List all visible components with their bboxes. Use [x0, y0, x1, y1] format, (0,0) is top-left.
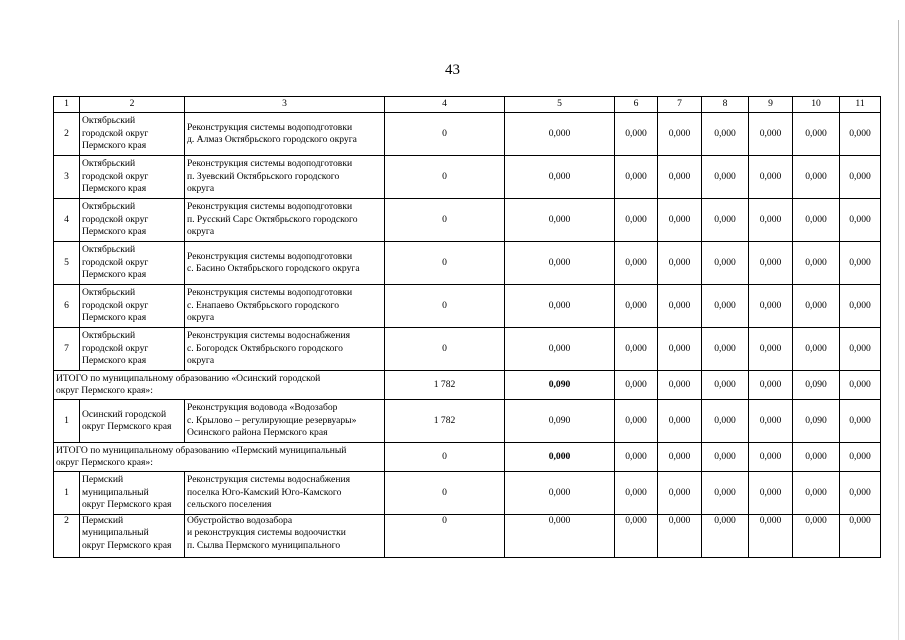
- value-cell-col-4: 0: [385, 242, 505, 285]
- owner-line: муниципальный: [82, 527, 149, 539]
- owner-line: Осинский городской: [82, 408, 167, 420]
- project-line: Реконструкция системы водоподготовки: [187, 158, 353, 170]
- column-header-2: 2: [80, 97, 185, 113]
- project-cell: [185, 472, 385, 515]
- total-row: [54, 371, 881, 400]
- value-cell-col-8: 0,000: [702, 515, 749, 558]
- value-cell-col-7: 0,000: [658, 400, 702, 443]
- owner-line: городской округ: [82, 256, 149, 268]
- owner-line: Октябрьский: [82, 158, 136, 170]
- value-cell-col-10: 0,000: [793, 113, 840, 156]
- owner-line: Октябрьский: [82, 201, 136, 213]
- value-cell-col-7: 0,000: [658, 156, 702, 199]
- owner-line: Пермский: [82, 474, 124, 486]
- project-line: округа: [187, 226, 215, 238]
- row-number: 2: [54, 113, 80, 156]
- value-cell-col-7: 0,000: [658, 515, 702, 558]
- project-line: округа: [187, 355, 215, 367]
- value-cell-col-4: 0: [385, 285, 505, 328]
- total-label-line: ИТОГО по муниципальному образованию «Осинский городской: [56, 372, 321, 384]
- value-cell-col-4: 0: [385, 328, 505, 371]
- total-label: [54, 443, 385, 472]
- table-body: [54, 97, 881, 558]
- project-line: Реконструкция системы водоснабжения: [187, 330, 350, 342]
- project-cell: [185, 242, 385, 285]
- row-number: 7: [54, 328, 80, 371]
- value-cell-col-6: 0,000: [615, 515, 658, 558]
- table-row: [54, 113, 881, 156]
- owner-cell: [80, 156, 185, 199]
- value-cell-col-6: 0,000: [615, 328, 658, 371]
- project-line: Реконструкция системы водоподготовки: [187, 201, 353, 213]
- value-cell-col-7: 0,000: [658, 285, 702, 328]
- owner-cell: [80, 515, 185, 558]
- project-line: округа: [187, 183, 215, 195]
- table-row: [54, 156, 881, 199]
- value-cell-col-5: 0,000: [505, 199, 615, 242]
- header-row: [54, 97, 881, 113]
- value-cell-col-8: 0,000: [702, 400, 749, 443]
- value-cell-col-11: 0,000: [840, 113, 881, 156]
- owner-line: Пермского края: [82, 355, 147, 367]
- total-label-line: округ Пермского края»:: [56, 385, 153, 396]
- project-line: Реконструкция системы водоподготовки: [187, 121, 353, 133]
- project-line: д. Алмаз Октябрьского городского округа: [187, 134, 357, 145]
- value-cell-col-6: 0,000: [615, 472, 658, 515]
- total-value-col-9: 0,000: [749, 371, 793, 400]
- project-cell: [185, 113, 385, 156]
- owner-line: округ Пермского края: [82, 499, 172, 511]
- value-cell-col-8: 0,000: [702, 113, 749, 156]
- owner-line: городской округ: [82, 213, 149, 225]
- row-number: 3: [54, 156, 80, 199]
- column-header-7: 7: [658, 97, 702, 113]
- value-cell-col-5: 0,000: [505, 285, 615, 328]
- project-line: п. Русский Сарс Октябрьского городского: [187, 213, 358, 225]
- project-line: с. Енапаево Октябрьского городского: [187, 299, 340, 311]
- value-cell-col-5: 0,090: [505, 400, 615, 443]
- value-cell-col-6: 0,000: [615, 199, 658, 242]
- value-cell-col-7: 0,000: [658, 472, 702, 515]
- project-line: п. Зуевский Октябрьского городского: [187, 170, 340, 182]
- owner-line: Пермского края: [82, 269, 147, 281]
- value-cell-col-11: 0,000: [840, 328, 881, 371]
- value-cell-col-11: 0,000: [840, 242, 881, 285]
- project-cell: [185, 515, 385, 558]
- owner-line: Октябрьский: [82, 330, 136, 342]
- value-cell-col-9: 0,000: [749, 113, 793, 156]
- value-cell-col-11: 0,000: [840, 199, 881, 242]
- value-cell-col-11: 0,000: [840, 156, 881, 199]
- value-cell-col-7: 0,000: [658, 199, 702, 242]
- column-header-11: 11: [840, 97, 881, 113]
- owner-line: городской округ: [82, 127, 149, 139]
- value-cell-col-9: 0,000: [749, 156, 793, 199]
- row-number: 5: [54, 242, 80, 285]
- column-header-9: 9: [749, 97, 793, 113]
- value-cell-col-9: 0,000: [749, 285, 793, 328]
- value-cell-col-10: 0,000: [793, 328, 840, 371]
- value-cell-col-7: 0,000: [658, 328, 702, 371]
- total-label-line: ИТОГО по муниципальному образованию «Пермский муниципальный: [56, 444, 347, 456]
- column-header-4: 4: [385, 97, 505, 113]
- value-cell-col-4: 0: [385, 199, 505, 242]
- value-cell-col-9: 0,000: [749, 515, 793, 558]
- owner-line: городской округ: [82, 342, 149, 354]
- owner-cell: [80, 242, 185, 285]
- value-cell-col-6: 0,000: [615, 400, 658, 443]
- value-cell-col-7: 0,000: [658, 113, 702, 156]
- project-line: поселка Юго-Камский Юго-Камского: [187, 486, 342, 498]
- table-row: [54, 199, 881, 242]
- owner-line: городской округ: [82, 299, 149, 311]
- value-cell-col-11: 0,000: [840, 285, 881, 328]
- value-cell-col-5: 0,000: [505, 242, 615, 285]
- project-line: сельского поселения: [187, 499, 272, 511]
- owner-cell: [80, 472, 185, 515]
- total-value-col-7: 0,000: [658, 443, 702, 472]
- value-cell-col-9: 0,000: [749, 472, 793, 515]
- total-row: [54, 443, 881, 472]
- total-value-col-9: 0,000: [749, 443, 793, 472]
- project-cell: [185, 328, 385, 371]
- value-cell-col-4: 1 782: [385, 400, 505, 443]
- value-cell-col-10: 0,000: [793, 472, 840, 515]
- owner-cell: [80, 199, 185, 242]
- table-row: [54, 400, 881, 443]
- table-row: [54, 328, 881, 371]
- project-cell: [185, 285, 385, 328]
- table-row: [54, 515, 881, 558]
- total-value-col-4: 0: [385, 443, 505, 472]
- project-cell: [185, 156, 385, 199]
- value-cell-col-4: 0: [385, 156, 505, 199]
- scan-edge: [898, 20, 899, 640]
- total-value-col-4: 1 782: [385, 371, 505, 400]
- value-cell-col-5: 0,000: [505, 113, 615, 156]
- total-label-line: округ Пермского края»:: [56, 457, 153, 468]
- value-cell-col-9: 0,000: [749, 328, 793, 371]
- column-header-6: 6: [615, 97, 658, 113]
- table-row: [54, 285, 881, 328]
- table-row: [54, 472, 881, 515]
- value-cell-col-6: 0,000: [615, 156, 658, 199]
- total-value-col-11: 0,000: [840, 443, 881, 472]
- project-line: Реконструкция системы водоподготовки: [187, 250, 353, 262]
- owner-line: округ Пермского края: [82, 421, 172, 432]
- row-number: 1: [54, 400, 80, 443]
- owner-line: Пермского края: [82, 226, 147, 238]
- project-line: Реконструкция системы водоподготовки: [187, 287, 353, 299]
- total-value-col-10: 0,000: [793, 443, 840, 472]
- project-cell: [185, 199, 385, 242]
- row-number: 2: [54, 515, 80, 558]
- value-cell-col-11: 0,000: [840, 472, 881, 515]
- value-cell-col-8: 0,000: [702, 199, 749, 242]
- value-cell-col-9: 0,000: [749, 242, 793, 285]
- project-line: и реконструкция системы водоочистки: [187, 527, 346, 539]
- value-cell-col-5: 0,000: [505, 156, 615, 199]
- value-cell-col-5: 0,000: [505, 515, 615, 558]
- total-value-col-6: 0,000: [615, 443, 658, 472]
- project-line: с. Басино Октябрьского городского округа: [187, 263, 360, 274]
- column-header-5: 5: [505, 97, 615, 113]
- value-cell-col-11: 0,000: [840, 400, 881, 443]
- total-value-col-8: 0,000: [702, 443, 749, 472]
- value-cell-col-7: 0,000: [658, 242, 702, 285]
- row-number: 1: [54, 472, 80, 515]
- total-value-col-10: 0,090: [793, 371, 840, 400]
- owner-line: Октябрьский: [82, 244, 136, 256]
- value-cell-col-6: 0,000: [615, 285, 658, 328]
- value-cell-col-9: 0,000: [749, 199, 793, 242]
- total-value-col-8: 0,000: [702, 371, 749, 400]
- total-value-col-11: 0,000: [840, 371, 881, 400]
- value-cell-col-8: 0,000: [702, 242, 749, 285]
- value-cell-col-9: 0,000: [749, 400, 793, 443]
- project-line: округа: [187, 312, 215, 324]
- value-cell-col-8: 0,000: [702, 156, 749, 199]
- table-row: [54, 242, 881, 285]
- column-header-3: 3: [185, 97, 385, 113]
- owner-line: Октябрьский: [82, 115, 136, 127]
- data-table: [53, 96, 881, 558]
- row-number: 6: [54, 285, 80, 328]
- project-line: Обустройство водозабора: [187, 515, 293, 526]
- column-header-1: 1: [54, 97, 80, 113]
- owner-cell: [80, 113, 185, 156]
- value-cell-col-8: 0,000: [702, 285, 749, 328]
- column-header-8: 8: [702, 97, 749, 113]
- value-cell-col-5: 0,000: [505, 472, 615, 515]
- total-value-col-5: 0,090: [505, 371, 615, 400]
- project-line: с. Богородск Октябрьского городского: [187, 342, 343, 354]
- value-cell-col-5: 0,000: [505, 328, 615, 371]
- column-header-10: 10: [793, 97, 840, 113]
- value-cell-col-10: 0,090: [793, 400, 840, 443]
- owner-line: Пермский: [82, 515, 124, 526]
- project-line: Реконструкция системы водоснабжения: [187, 474, 350, 486]
- value-cell-col-4: 0: [385, 515, 505, 558]
- value-cell-col-11: 0,000: [840, 515, 881, 558]
- project-line: с. Крылово – регулирующие резервуары»: [187, 414, 357, 426]
- value-cell-col-10: 0,000: [793, 285, 840, 328]
- value-cell-col-10: 0,000: [793, 199, 840, 242]
- page-number: 43: [445, 62, 460, 78]
- value-cell-col-8: 0,000: [702, 328, 749, 371]
- total-value-col-6: 0,000: [615, 371, 658, 400]
- project-line: Осинского района Пермского края: [187, 427, 328, 439]
- owner-cell: [80, 285, 185, 328]
- value-cell-col-10: 0,000: [793, 515, 840, 558]
- total-label: [54, 371, 385, 400]
- total-value-col-5: 0,000: [505, 443, 615, 472]
- owner-line: Пермского края: [82, 140, 147, 152]
- value-cell-col-6: 0,000: [615, 242, 658, 285]
- row-number: 4: [54, 199, 80, 242]
- owner-line: Пермского края: [82, 312, 147, 324]
- project-line: Реконструкция водовода «Водозабор: [187, 402, 338, 414]
- project-cell: [185, 400, 385, 443]
- owner-line: городской округ: [82, 170, 149, 182]
- value-cell-col-4: 0: [385, 472, 505, 515]
- value-cell-col-6: 0,000: [615, 113, 658, 156]
- value-cell-col-8: 0,000: [702, 472, 749, 515]
- owner-cell: [80, 400, 185, 443]
- owner-line: Пермского края: [82, 183, 147, 195]
- value-cell-col-10: 0,000: [793, 242, 840, 285]
- owner-line: Октябрьский: [82, 287, 136, 299]
- value-cell-col-4: 0: [385, 113, 505, 156]
- owner-line: округ Пермского края: [82, 539, 172, 551]
- value-cell-col-10: 0,000: [793, 156, 840, 199]
- owner-cell: [80, 328, 185, 371]
- total-value-col-7: 0,000: [658, 371, 702, 400]
- owner-line: муниципальный: [82, 486, 149, 498]
- project-line: п. Сылва Пермского муниципального: [187, 539, 341, 551]
